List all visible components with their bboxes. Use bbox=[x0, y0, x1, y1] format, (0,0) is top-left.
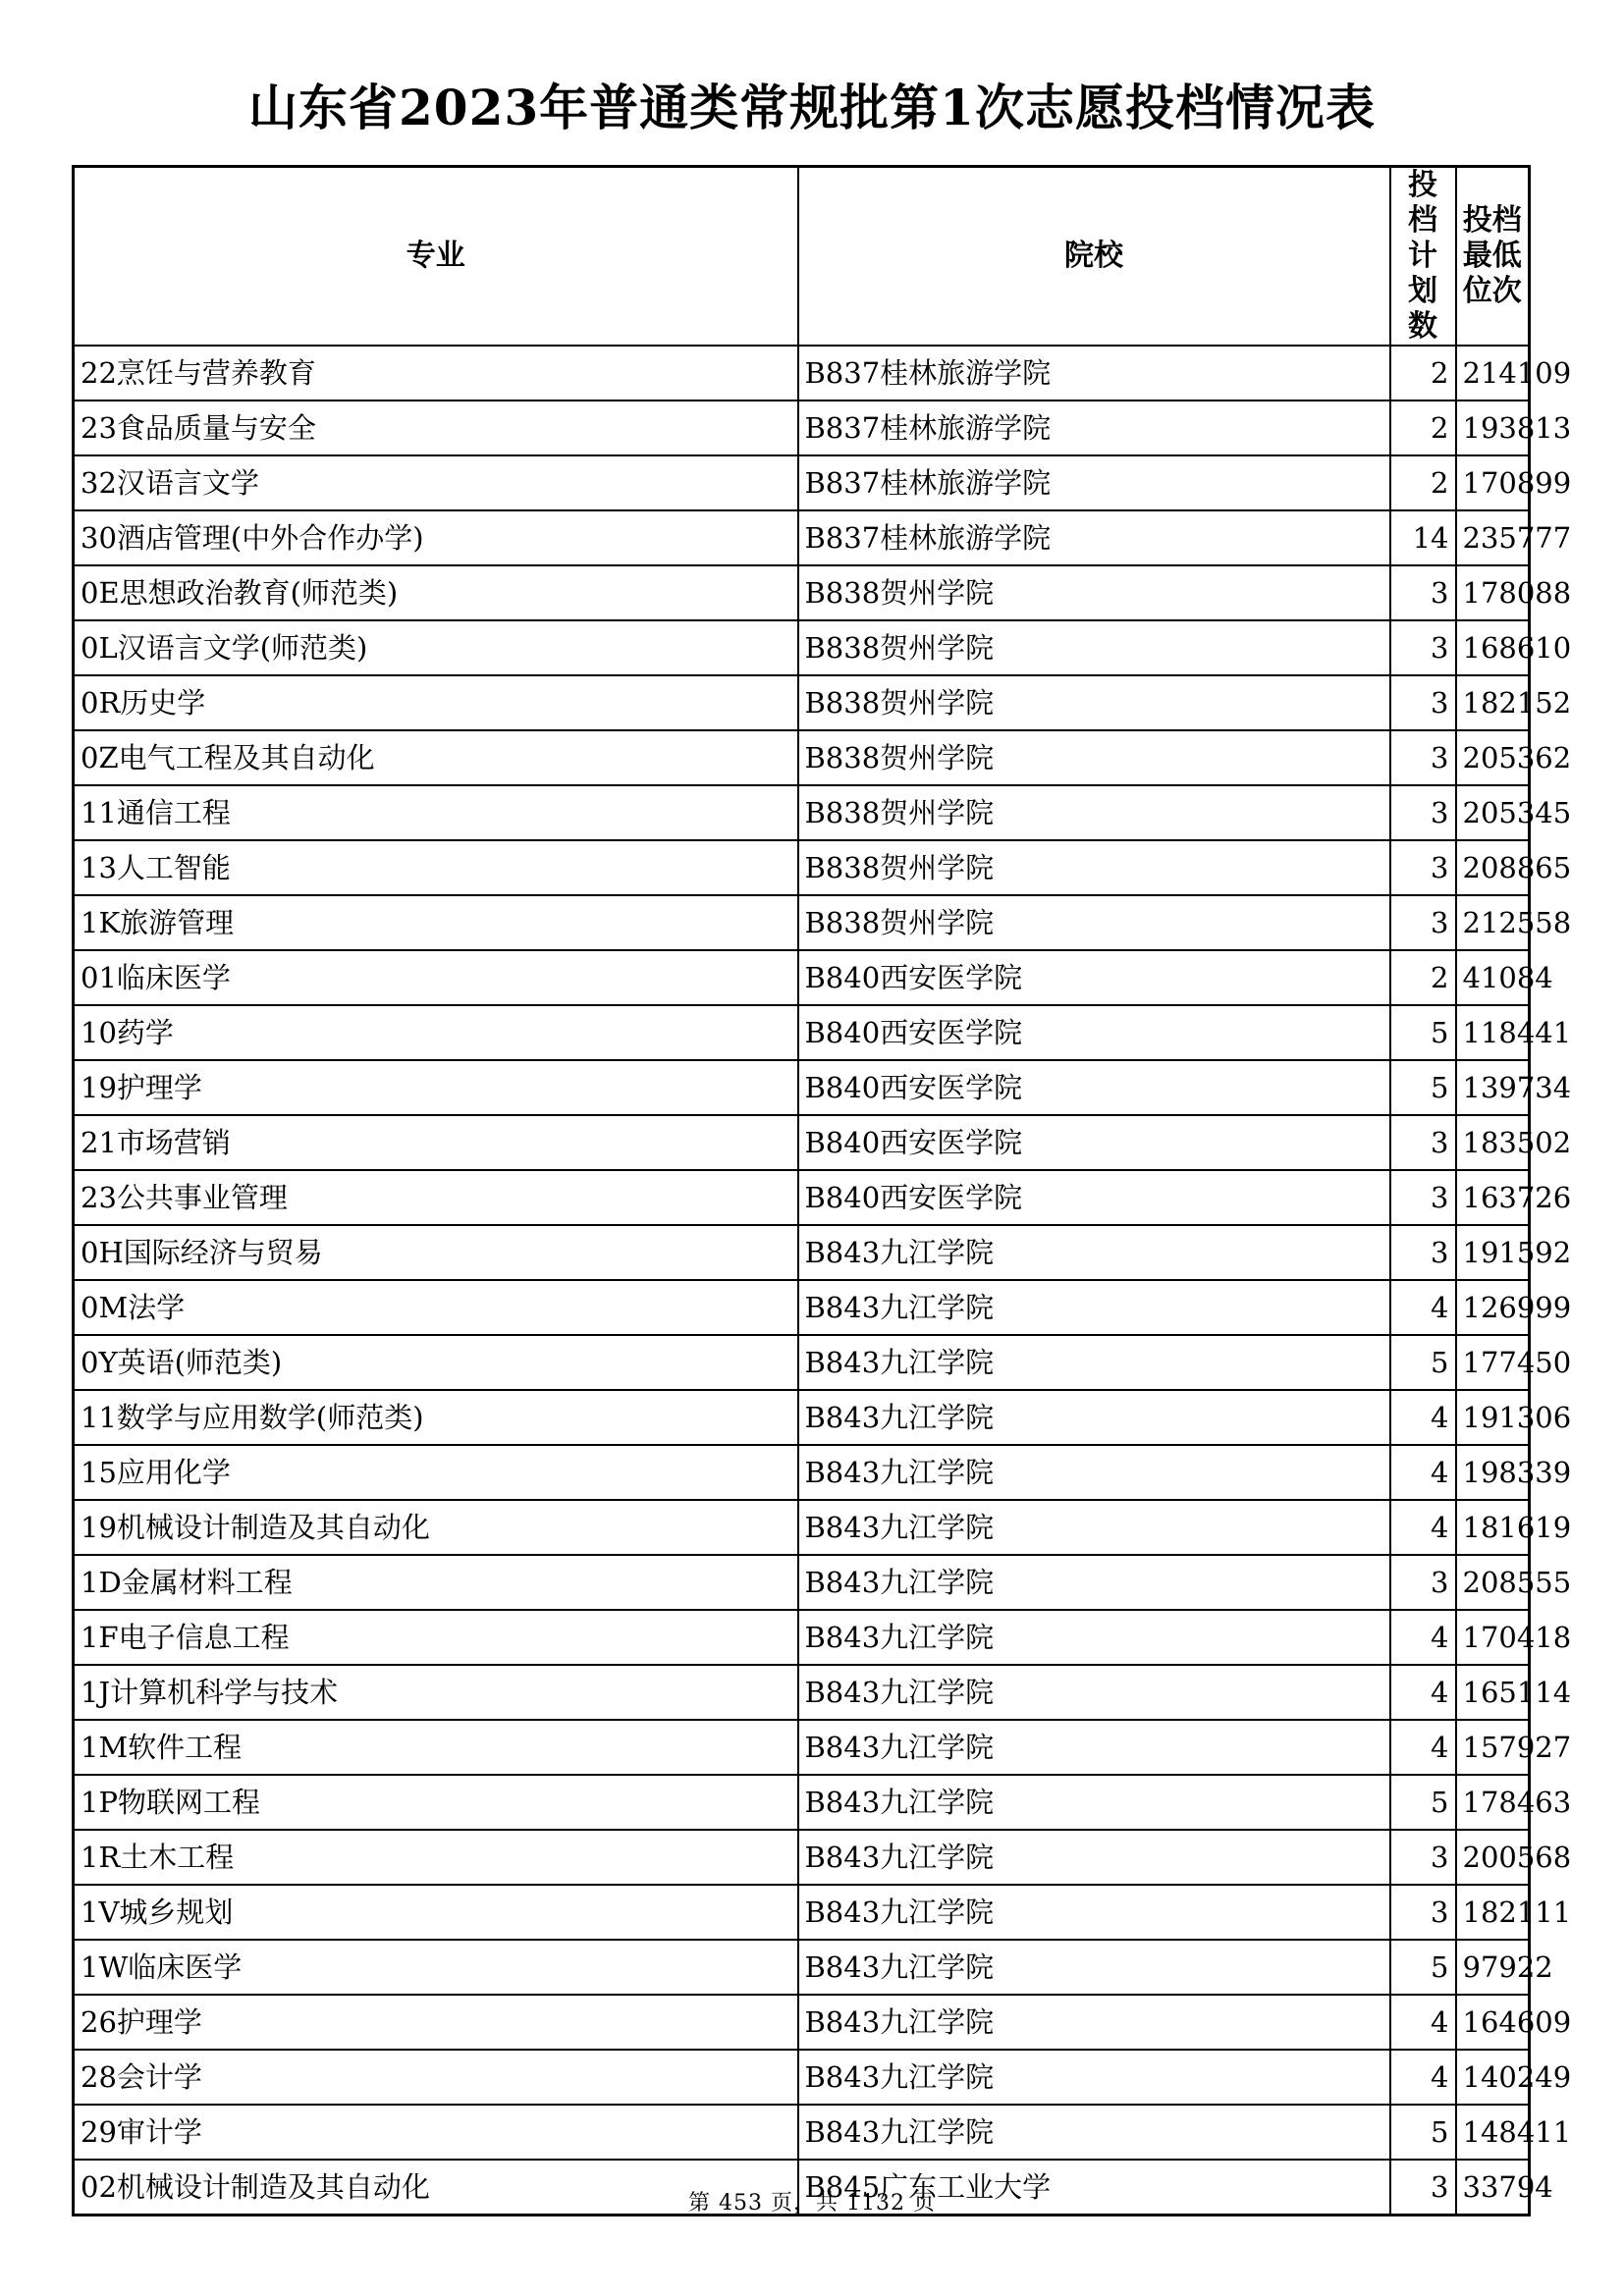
header-major: 专业 bbox=[74, 167, 798, 347]
cell-rank: 148411 bbox=[1456, 2105, 1530, 2160]
cell-school: B843九江学院 bbox=[798, 1940, 1390, 1995]
table-row bbox=[74, 785, 1530, 840]
cell-major: 01临床医学 bbox=[74, 950, 798, 1005]
cell-rank: 183502 bbox=[1456, 1115, 1530, 1170]
cell-school: B843九江学院 bbox=[798, 1335, 1390, 1390]
cell-major: 1M软件工程 bbox=[74, 1720, 798, 1775]
table-row bbox=[74, 1775, 1530, 1830]
cell-plan: 5 bbox=[1390, 1005, 1456, 1060]
cell-major: 1R土木工程 bbox=[74, 1830, 798, 1885]
cell-school: B843九江学院 bbox=[798, 2105, 1390, 2160]
cell-rank: 139734 bbox=[1456, 1060, 1530, 1115]
cell-school: B843九江学院 bbox=[798, 1995, 1390, 2050]
cell-rank: 182111 bbox=[1456, 1885, 1530, 1940]
cell-school: B838贺州学院 bbox=[798, 565, 1390, 620]
table-row bbox=[74, 1500, 1530, 1555]
cell-rank: 33794 bbox=[1456, 2160, 1530, 2216]
table-row bbox=[74, 730, 1530, 785]
cell-plan: 3 bbox=[1390, 1170, 1456, 1225]
cell-school: B838贺州学院 bbox=[798, 730, 1390, 785]
table-row bbox=[74, 400, 1530, 455]
table-row bbox=[74, 1115, 1530, 1170]
cell-major: 28会计学 bbox=[74, 2050, 798, 2105]
cell-rank: 170418 bbox=[1456, 1610, 1530, 1665]
cell-rank: 163726 bbox=[1456, 1170, 1530, 1225]
cell-plan: 3 bbox=[1390, 1555, 1456, 1610]
cell-plan: 4 bbox=[1390, 1500, 1456, 1555]
table-row bbox=[74, 1720, 1530, 1775]
table-body bbox=[74, 346, 1572, 2216]
cell-school: B843九江学院 bbox=[798, 1720, 1390, 1775]
cell-plan: 5 bbox=[1390, 1335, 1456, 1390]
cell-major: 19护理学 bbox=[74, 1060, 798, 1115]
cell-major: 23食品质量与安全 bbox=[74, 400, 798, 455]
cell-plan: 3 bbox=[1390, 840, 1456, 895]
cell-major: 0Y英语(师范类) bbox=[74, 1335, 798, 1390]
cell-rank: 208865 bbox=[1456, 840, 1530, 895]
cell-rank: 178088 bbox=[1456, 565, 1530, 620]
cell-major: 0M法学 bbox=[74, 1280, 798, 1335]
table-row bbox=[74, 1335, 1530, 1390]
cell-rank: 193813 bbox=[1456, 400, 1530, 455]
cell-major: 10药学 bbox=[74, 1005, 798, 1060]
table-row bbox=[74, 2050, 1530, 2105]
admission-table bbox=[72, 165, 1572, 2216]
cell-plan: 3 bbox=[1390, 895, 1456, 950]
cell-major: 0L汉语言文学(师范类) bbox=[74, 620, 798, 675]
cell-plan: 3 bbox=[1390, 1885, 1456, 1940]
cell-plan: 3 bbox=[1390, 730, 1456, 785]
cell-school: B843九江学院 bbox=[798, 1830, 1390, 1885]
table-row bbox=[74, 346, 1530, 400]
cell-major: 1D金属材料工程 bbox=[74, 1555, 798, 1610]
header-school: 院校 bbox=[798, 167, 1390, 347]
cell-school: B843九江学院 bbox=[798, 2050, 1390, 2105]
cell-major: 0H国际经济与贸易 bbox=[74, 1225, 798, 1280]
cell-rank: 205362 bbox=[1456, 730, 1530, 785]
table-row bbox=[74, 840, 1530, 895]
cell-plan: 3 bbox=[1390, 2160, 1456, 2216]
cell-major: 22烹饪与营养教育 bbox=[74, 346, 798, 400]
cell-school: B840西安医学院 bbox=[798, 950, 1390, 1005]
table-row bbox=[74, 1170, 1530, 1225]
cell-major: 1P物联网工程 bbox=[74, 1775, 798, 1830]
table-row bbox=[74, 1280, 1530, 1335]
cell-school: B843九江学院 bbox=[798, 1445, 1390, 1500]
table-row bbox=[74, 1940, 1530, 1995]
cell-school: B843九江学院 bbox=[798, 1555, 1390, 1610]
cell-plan: 4 bbox=[1390, 1390, 1456, 1445]
cell-plan: 4 bbox=[1390, 1665, 1456, 1720]
cell-major: 11数学与应用数学(师范类) bbox=[74, 1390, 798, 1445]
cell-rank: 41084 bbox=[1456, 950, 1530, 1005]
cell-school: B840西安医学院 bbox=[798, 1115, 1390, 1170]
cell-major: 30酒店管理(中外合作办学) bbox=[74, 510, 798, 565]
cell-plan: 4 bbox=[1390, 1445, 1456, 1500]
table-header-row bbox=[74, 167, 1530, 347]
cell-rank: 177450 bbox=[1456, 1335, 1530, 1390]
cell-major: 1K旅游管理 bbox=[74, 895, 798, 950]
cell-plan: 5 bbox=[1390, 1775, 1456, 1830]
table-row bbox=[74, 1225, 1530, 1280]
cell-rank: 118441 bbox=[1456, 1005, 1530, 1060]
table-row bbox=[74, 1995, 1530, 2050]
cell-plan: 3 bbox=[1390, 620, 1456, 675]
cell-school: B843九江学院 bbox=[798, 1280, 1390, 1335]
cell-plan: 4 bbox=[1390, 1720, 1456, 1775]
cell-rank: 191306 bbox=[1456, 1390, 1530, 1445]
header-plan: 投档计划数 bbox=[1390, 167, 1456, 347]
cell-plan: 3 bbox=[1390, 785, 1456, 840]
table-row bbox=[74, 895, 1530, 950]
table-row bbox=[74, 675, 1530, 730]
cell-major: 1J计算机科学与技术 bbox=[74, 1665, 798, 1720]
cell-rank: 165114 bbox=[1456, 1665, 1530, 1720]
cell-rank: 198339 bbox=[1456, 1445, 1530, 1500]
cell-major: 02机械设计制造及其自动化 bbox=[74, 2160, 798, 2216]
cell-major: 13人工智能 bbox=[74, 840, 798, 895]
table-row bbox=[74, 1885, 1530, 1940]
table-row bbox=[74, 1610, 1530, 1665]
cell-rank: 170899 bbox=[1456, 455, 1530, 510]
cell-school: B840西安医学院 bbox=[798, 1005, 1390, 1060]
table-row bbox=[74, 1060, 1530, 1115]
cell-plan: 5 bbox=[1390, 1940, 1456, 1995]
cell-major: 1W临床医学 bbox=[74, 1940, 798, 1995]
cell-school: B837桂林旅游学院 bbox=[798, 346, 1390, 400]
cell-school: B838贺州学院 bbox=[798, 785, 1390, 840]
cell-plan: 4 bbox=[1390, 1280, 1456, 1335]
cell-major: 0Z电气工程及其自动化 bbox=[74, 730, 798, 785]
table-row bbox=[74, 565, 1530, 620]
cell-school: B843九江学院 bbox=[798, 1225, 1390, 1280]
table-row bbox=[74, 1665, 1530, 1720]
cell-major: 0E思想政治教育(师范类) bbox=[74, 565, 798, 620]
cell-rank: 140249 bbox=[1456, 2050, 1530, 2105]
cell-plan: 2 bbox=[1390, 455, 1456, 510]
cell-school: B843九江学院 bbox=[798, 1390, 1390, 1445]
cell-rank: 168610 bbox=[1456, 620, 1530, 675]
cell-school: B838贺州学院 bbox=[798, 675, 1390, 730]
cell-major: 21市场营销 bbox=[74, 1115, 798, 1170]
cell-plan: 3 bbox=[1390, 675, 1456, 730]
cell-school: B838贺州学院 bbox=[798, 840, 1390, 895]
cell-plan: 3 bbox=[1390, 1115, 1456, 1170]
cell-plan: 5 bbox=[1390, 1060, 1456, 1115]
table-row bbox=[74, 455, 1530, 510]
cell-school: B837桂林旅游学院 bbox=[798, 400, 1390, 455]
cell-plan: 4 bbox=[1390, 1610, 1456, 1665]
cell-rank: 157927 bbox=[1456, 1720, 1530, 1775]
cell-plan: 3 bbox=[1390, 1830, 1456, 1885]
cell-plan: 4 bbox=[1390, 1995, 1456, 2050]
table-row bbox=[74, 950, 1530, 1005]
cell-rank: 181619 bbox=[1456, 1500, 1530, 1555]
cell-plan: 3 bbox=[1390, 1225, 1456, 1280]
page-title: 山东省2023年普通类常规批第1次志愿投档情况表 bbox=[248, 79, 1376, 136]
cell-school: B838贺州学院 bbox=[798, 895, 1390, 950]
cell-school: B843九江学院 bbox=[798, 1775, 1390, 1830]
cell-rank: 214109 bbox=[1456, 346, 1530, 400]
cell-rank: 208555 bbox=[1456, 1555, 1530, 1610]
cell-school: B838贺州学院 bbox=[798, 620, 1390, 675]
cell-major: 11通信工程 bbox=[74, 785, 798, 840]
cell-school: B837桂林旅游学院 bbox=[798, 455, 1390, 510]
cell-plan: 5 bbox=[1390, 2105, 1456, 2160]
cell-plan: 2 bbox=[1390, 400, 1456, 455]
cell-school: B843九江学院 bbox=[798, 1665, 1390, 1720]
table-row bbox=[74, 1445, 1530, 1500]
cell-major: 23公共事业管理 bbox=[74, 1170, 798, 1225]
cell-major: 15应用化学 bbox=[74, 1445, 798, 1500]
cell-rank: 178463 bbox=[1456, 1775, 1530, 1830]
table-row bbox=[74, 1005, 1530, 1060]
cell-major: 0R历史学 bbox=[74, 675, 798, 730]
cell-school: B840西安医学院 bbox=[798, 1170, 1390, 1225]
cell-school: B843九江学院 bbox=[798, 1610, 1390, 1665]
cell-rank: 235777 bbox=[1456, 510, 1530, 565]
table-row bbox=[74, 2105, 1530, 2160]
cell-school: B843九江学院 bbox=[798, 1885, 1390, 1940]
cell-plan: 3 bbox=[1390, 565, 1456, 620]
table-row bbox=[74, 1390, 1530, 1445]
cell-rank: 191592 bbox=[1456, 1225, 1530, 1280]
table-row bbox=[74, 620, 1530, 675]
cell-major: 29审计学 bbox=[74, 2105, 798, 2160]
cell-major: 1F电子信息工程 bbox=[74, 1610, 798, 1665]
cell-rank: 200568 bbox=[1456, 1830, 1530, 1885]
cell-school: B845广东工业大学 bbox=[798, 2160, 1390, 2216]
cell-rank: 126999 bbox=[1456, 1280, 1530, 1335]
cell-major: 19机械设计制造及其自动化 bbox=[74, 1500, 798, 1555]
cell-plan: 2 bbox=[1390, 950, 1456, 1005]
cell-plan: 14 bbox=[1390, 510, 1456, 565]
cell-school: B843九江学院 bbox=[798, 1500, 1390, 1555]
header-rank: 投档最低位次 bbox=[1456, 167, 1530, 347]
cell-rank: 182152 bbox=[1456, 675, 1530, 730]
table-row bbox=[74, 1555, 1530, 1610]
cell-school: B837桂林旅游学院 bbox=[798, 510, 1390, 565]
table-row bbox=[74, 510, 1530, 565]
cell-rank: 205345 bbox=[1456, 785, 1530, 840]
cell-school: B840西安医学院 bbox=[798, 1060, 1390, 1115]
cell-major: 32汉语言文学 bbox=[74, 455, 798, 510]
cell-plan: 4 bbox=[1390, 2050, 1456, 2105]
cell-rank: 212558 bbox=[1456, 895, 1530, 950]
cell-major: 1V城乡规划 bbox=[74, 1885, 798, 1940]
cell-rank: 97922 bbox=[1456, 1940, 1530, 1995]
cell-plan: 2 bbox=[1390, 346, 1456, 400]
cell-rank: 164609 bbox=[1456, 1995, 1530, 2050]
page-footer: 第 453 页，共 1132 页 bbox=[688, 2191, 936, 2216]
table-row bbox=[74, 1830, 1530, 1885]
cell-major: 26护理学 bbox=[74, 1995, 798, 2050]
